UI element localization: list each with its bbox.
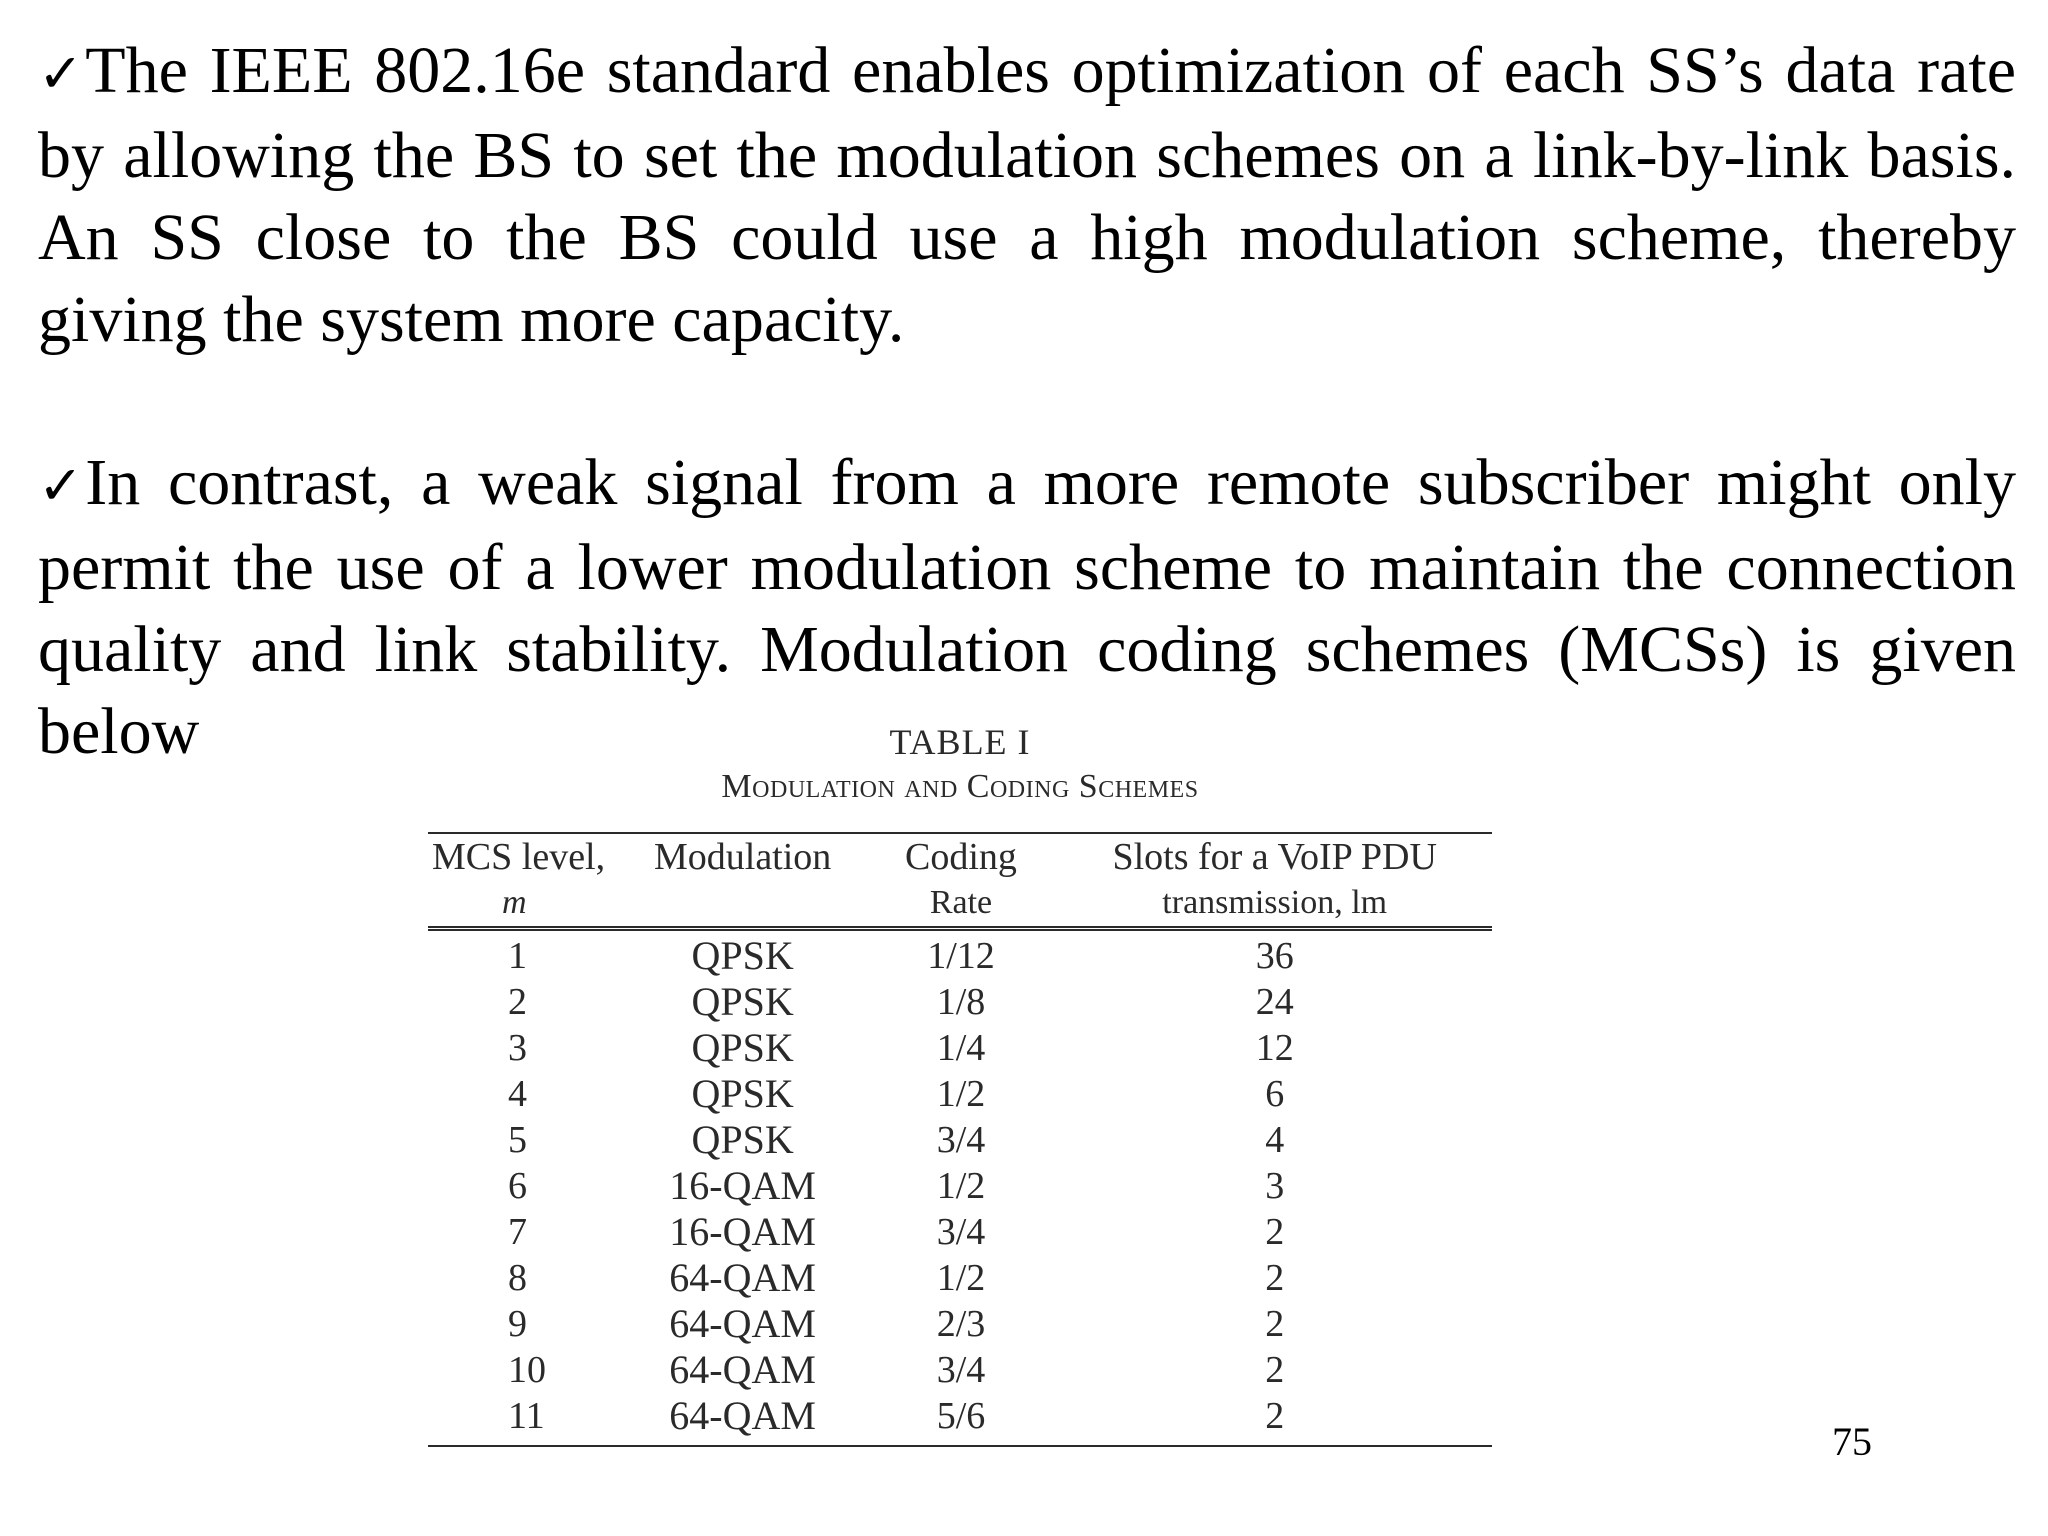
header-coding-rate: Coding Rate: [865, 833, 1058, 929]
cell-coding-rate: 2/3: [936, 1303, 986, 1345]
cell-mcs-level: 2: [508, 981, 527, 1023]
cell-modulation: 16-QAM: [669, 1163, 816, 1208]
cell-coding-rate: 3/4: [936, 1211, 986, 1253]
page-number: 75: [1832, 1419, 1872, 1464]
cell-modulation: 64-QAM: [669, 1255, 816, 1300]
table-row: [428, 1393, 1492, 1446]
table-row: [428, 1347, 1492, 1393]
cell-mcs-level: 1: [508, 935, 527, 977]
cell-mcs-level: 9: [508, 1303, 527, 1345]
cell-mcs-level: 11: [428, 1393, 621, 1446]
header-mcs-level: MCS level, m: [428, 833, 621, 929]
cell-coding-rate: 5/6: [865, 1393, 1058, 1446]
cell-mcs-level: 7: [508, 1211, 527, 1253]
table-row: [428, 1025, 1492, 1071]
cell-slots: 2: [1265, 1349, 1285, 1391]
table-title: Modulation and Coding Schemes: [721, 768, 1199, 805]
cell-modulation: 16-QAM: [669, 1209, 816, 1254]
table-row: [428, 1255, 1492, 1301]
table-row: [428, 929, 1492, 980]
cell-mcs-level: 4: [508, 1073, 527, 1115]
cell-modulation: QPSK: [691, 1117, 794, 1162]
cell-coding-rate: 3/4: [936, 1119, 986, 1161]
cell-slots: 3: [1265, 1165, 1285, 1207]
header-slots: Slots for a VoIP PDU transmission, lm: [1057, 833, 1492, 929]
cell-slots: 2: [1057, 1393, 1492, 1446]
paragraph-optimization: [38, 30, 2016, 361]
cell-slots: 12: [1255, 1027, 1294, 1069]
header-slots-sub: transmission, lm: [1162, 884, 1388, 921]
table-row: [428, 1117, 1492, 1163]
cell-slots: 36: [1255, 935, 1294, 977]
cell-modulation: 64-QAM: [669, 1301, 816, 1346]
cell-modulation: 64-QAM: [669, 1347, 816, 1392]
cell-slots: 2: [1265, 1303, 1285, 1345]
table-row: [428, 1163, 1492, 1209]
cell-slots: 2: [1265, 1257, 1285, 1299]
cell-coding-rate: 1/8: [936, 981, 986, 1023]
mcs-table-figure: [428, 720, 1492, 1447]
cell-modulation: 64-QAM: [621, 1393, 865, 1446]
cell-coding-rate: 3/4: [936, 1349, 986, 1391]
table-row: [428, 1301, 1492, 1347]
table-body: [428, 929, 1492, 1447]
header-coding-rate-sub: Rate: [929, 884, 993, 921]
cell-slots: 4: [1265, 1119, 1285, 1161]
paragraph-text: In contrast, a weak signal from a more remote subscriber might only permit the use of a lower modulation scheme to maintain the connection quality and link stability. Modulation coding schemes (MCSs) is given below: [38, 446, 2016, 768]
cell-modulation: QPSK: [691, 1071, 794, 1116]
cell-mcs-level: 6: [508, 1165, 527, 1207]
cell-modulation: QPSK: [691, 933, 794, 978]
paragraph-text: The IEEE 802.16e standard enables optimization of each SS’s data rate by allowing the BS to set the modulation schemes on a link-by-link basis. An SS close to the BS could use a high modulation scheme, thereby giving the system more capacity.: [38, 34, 2016, 356]
cell-mcs-level: 5: [508, 1119, 527, 1161]
cell-modulation: QPSK: [691, 979, 794, 1024]
table-row: [428, 979, 1492, 1025]
cell-coding-rate: 1/2: [936, 1257, 986, 1299]
header-modulation: Modulation: [621, 833, 865, 929]
mcs-table: [428, 832, 1492, 1447]
cell-coding-rate: 1/2: [936, 1165, 986, 1207]
cell-slots: 24: [1255, 981, 1294, 1023]
cell-mcs-level: 10: [508, 1349, 546, 1391]
table-row: [428, 1209, 1492, 1255]
table-caption: TABLE I: [889, 722, 1031, 762]
table-header-row: [428, 833, 1492, 929]
checkmark-icon: ✓: [38, 42, 84, 105]
cell-slots: 6: [1265, 1073, 1285, 1115]
table-row: [428, 1071, 1492, 1117]
cell-modulation: QPSK: [691, 1025, 794, 1070]
checkmark-icon: ✓: [38, 454, 84, 517]
cell-coding-rate: 1/12: [927, 935, 995, 977]
cell-mcs-level: 3: [508, 1027, 527, 1069]
cell-slots: 2: [1265, 1211, 1285, 1253]
cell-mcs-level: 8: [508, 1257, 527, 1299]
cell-coding-rate: 1/4: [936, 1027, 986, 1069]
cell-coding-rate: 1/2: [936, 1073, 986, 1115]
header-mcs-level-sub: m: [502, 884, 527, 921]
